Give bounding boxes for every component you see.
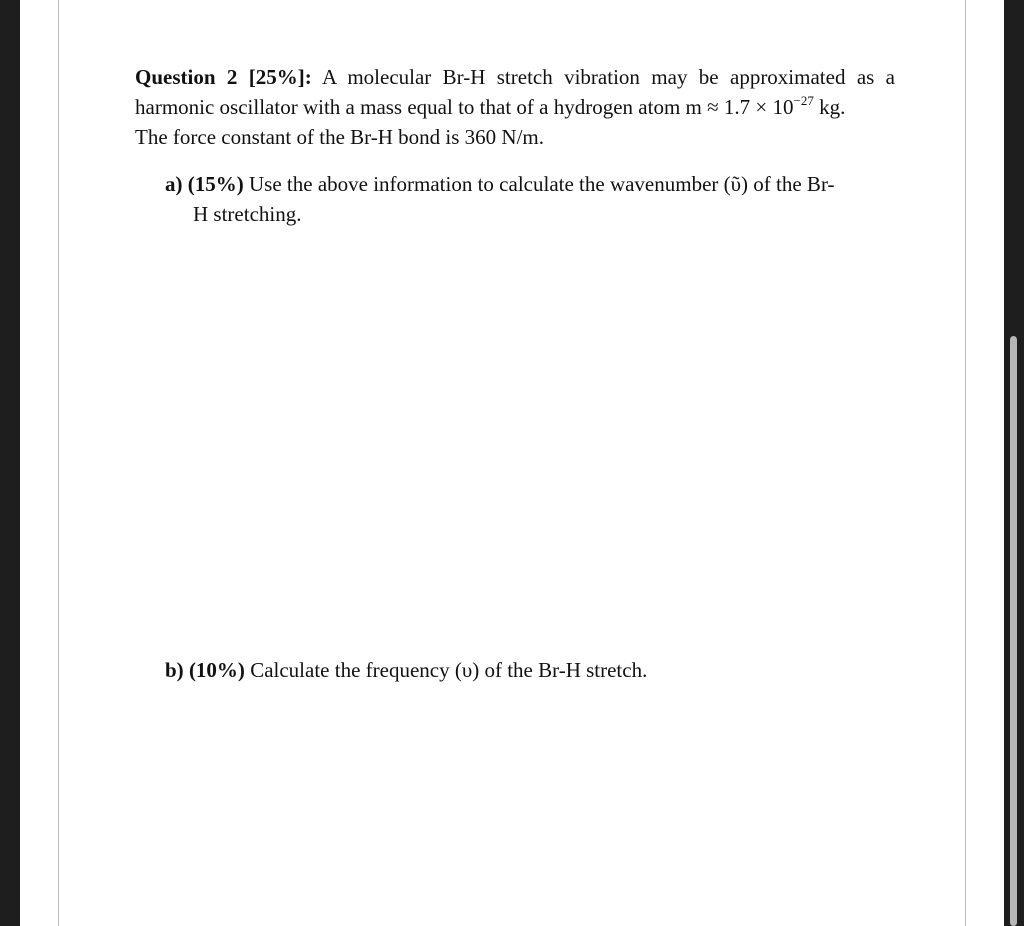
- question-2-statement: [135, 62, 895, 152]
- page-left-margin: [20, 0, 58, 926]
- question-text-1: A molecular Br-H stretch vibration may be approximated as a: [321, 65, 896, 89]
- part-a: [165, 169, 890, 229]
- page-right-margin: [966, 0, 1004, 926]
- question-text-2: harmonic oscillator with a mass equal to that of a hydrogen atom m ≈ 1.7 × 10: [135, 95, 794, 119]
- question-line-2: [135, 92, 895, 122]
- part-b-weight: (10%): [188, 658, 245, 682]
- question-label: Question 2 [25%]:: [135, 65, 312, 89]
- question-line-1: [135, 62, 895, 92]
- part-a-weight: (15%): [187, 172, 244, 196]
- part-a-line-1: [165, 169, 890, 199]
- part-a-text-1: Use the above information to calculate the wavenumber (ῦ) of the Br-: [249, 172, 835, 196]
- part-b-label: b): [165, 658, 184, 682]
- part-a-line-2: H stretching.: [193, 202, 302, 226]
- part-b: [165, 655, 890, 685]
- mass-unit: kg.: [813, 95, 846, 119]
- part-a-label: a): [165, 172, 183, 196]
- mass-exponent: −27: [793, 93, 814, 108]
- part-b-text: Calculate the frequency (υ) of the Br-H stretch.: [250, 658, 648, 682]
- scrollbar-thumb[interactable]: [1010, 336, 1017, 926]
- question-line-3: The force constant of the Br-H bond is 360 N/m.: [135, 125, 544, 149]
